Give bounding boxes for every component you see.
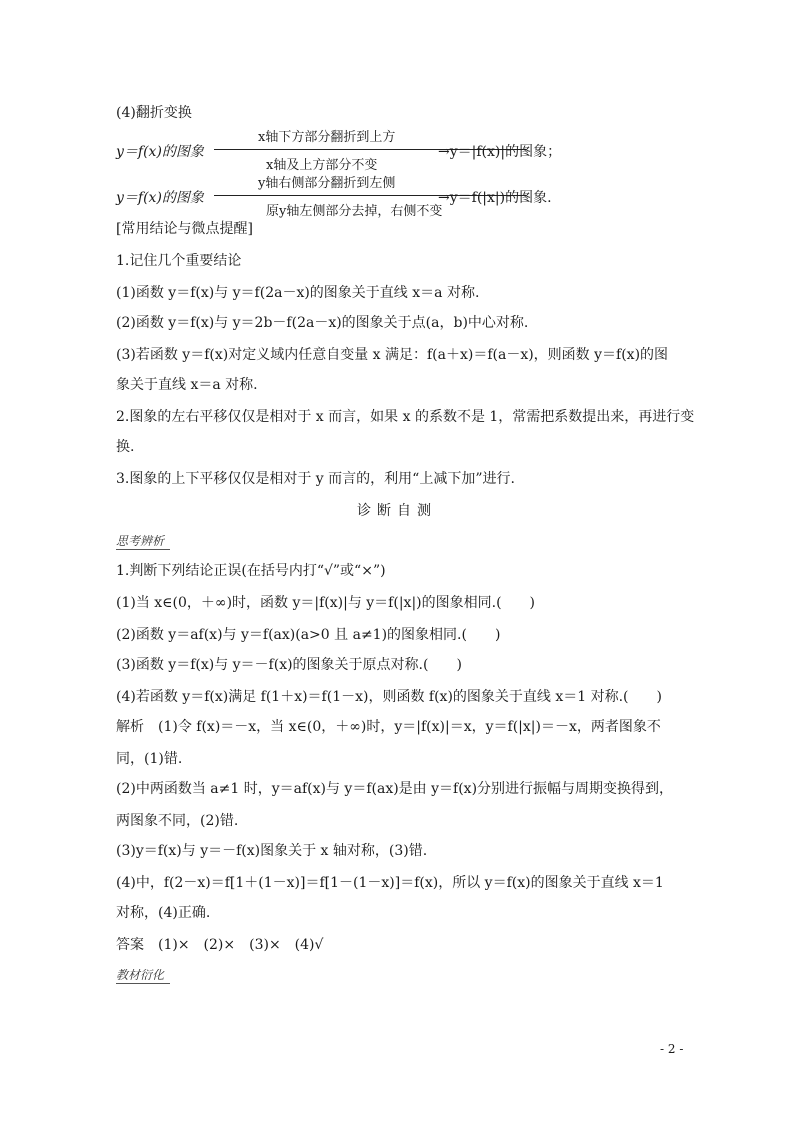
answer-line: 答案 (1)× (2)× (3)× (4)√ xyxy=(116,937,324,953)
transform-condition-bottom: 原y轴左侧部分去掉，右侧不变 xyxy=(266,204,443,219)
analysis-2-line-2: 两图象不同，(2)错. xyxy=(116,813,239,829)
conclusion-3-line-2: 象关于直线 x＝a 对称. xyxy=(116,377,258,393)
question-1-item-3: (3)函数 y＝f(x)与 y＝－f(x)的图象关于原点对称.( ) xyxy=(116,657,462,673)
tips-heading: [常用结论与微点提醒] xyxy=(116,221,253,237)
analysis-1-line-2: 同，(1)错. xyxy=(116,751,183,767)
transform-condition-bottom: x轴及上方部分不变 xyxy=(266,158,378,173)
conclusion-3-line-1: (3)若函数 y＝f(x)对定义域内任意自变量 x 满足：f(a＋x)＝f(a－x)，则函数 y＝f(x)的图 xyxy=(116,347,669,363)
point-3: 3.图象的上下平移仅仅是相对于 y 而言的，利用“上减下加”进行. xyxy=(116,471,515,487)
transform-result: →y＝f(|x|)的图象. xyxy=(438,190,552,206)
analysis-4-line-2: 对称，(4)正确. xyxy=(116,905,211,921)
transform-result: →y＝|f(x)|的图象； xyxy=(438,144,562,160)
question-1-item-1: (1)当 x∈(0，＋∞)时，函数 y＝|f(x)|与 y＝f(|x|)的图象相同.( ) xyxy=(116,595,535,611)
conclusion-2: (2)函数 y＝f(x)与 y＝2b－f(2a－x)的图象关于点(a，b)中心对称. xyxy=(116,315,529,331)
section-tag-textbook: 教材衍化 xyxy=(116,966,170,984)
analysis-3: (3)y＝f(x)与 y＝－f(x)图象关于 x 轴对称，(3)错. xyxy=(116,843,428,859)
conclusion-1: (1)函数 y＝f(x)与 y＝f(2a－x)的图象关于直线 x＝a 对称. xyxy=(116,285,480,301)
fold-transform-f-abs-x xyxy=(116,174,576,218)
question-1-heading: 1.判断下列结论正误(在括号内打“√”或“×”) xyxy=(116,563,386,579)
question-1-item-2: (2)函数 y＝af(x)与 y＝f(ax)(a>0 且 a≠1)的图象相同.( ) xyxy=(116,627,501,643)
section-title: (4)翻折变换 xyxy=(116,105,192,121)
transform-condition-top: x轴下方部分翻折到上方 xyxy=(258,130,396,145)
diagnosis-title: 诊断自测 xyxy=(357,503,437,519)
conclusions-heading: 1.记住几个重要结论 xyxy=(116,253,242,269)
analysis-1-line-1: 解析 (1)令 f(x)＝－x，当 x∈(0，＋∞)时，y＝|f(x)|＝x，y＝f(|x|)＝－x，两者图象不 xyxy=(116,719,661,735)
page-number: - 2 - xyxy=(660,1042,684,1056)
fold-transform-abs-f xyxy=(116,128,576,172)
point-2-line-1: 2.图象的左右平移仅仅是相对于 x 而言，如果 x 的系数不是 1，常需把系数提出来，再进行变 xyxy=(116,409,695,425)
point-2-line-2: 换. xyxy=(116,439,135,455)
transform-source: y＝f(x)的图象 xyxy=(116,190,204,206)
analysis-2-line-1: (2)中两函数当 a≠1 时，y＝af(x)与 y＝f(ax)是由 y＝f(x)分别进行振幅与周期变换得到， xyxy=(116,781,674,797)
transform-source: y＝f(x)的图象 xyxy=(116,144,204,160)
section-tag-thinking: 思考辨析 xyxy=(116,532,170,550)
transform-condition-top: y轴右侧部分翻折到左侧 xyxy=(258,176,396,191)
analysis-4-line-1: (4)中，f(2－x)＝f[1＋(1－x)]＝f[1－(1－x)]＝f(x)，所以 y＝f(x)的图象关于直线 x＝1 xyxy=(116,875,664,891)
question-1-item-4: (4)若函数 y＝f(x)满足 f(1＋x)＝f(1－x)，则函数 f(x)的图象关于直线 x＝1 对称.( ) xyxy=(116,689,662,705)
